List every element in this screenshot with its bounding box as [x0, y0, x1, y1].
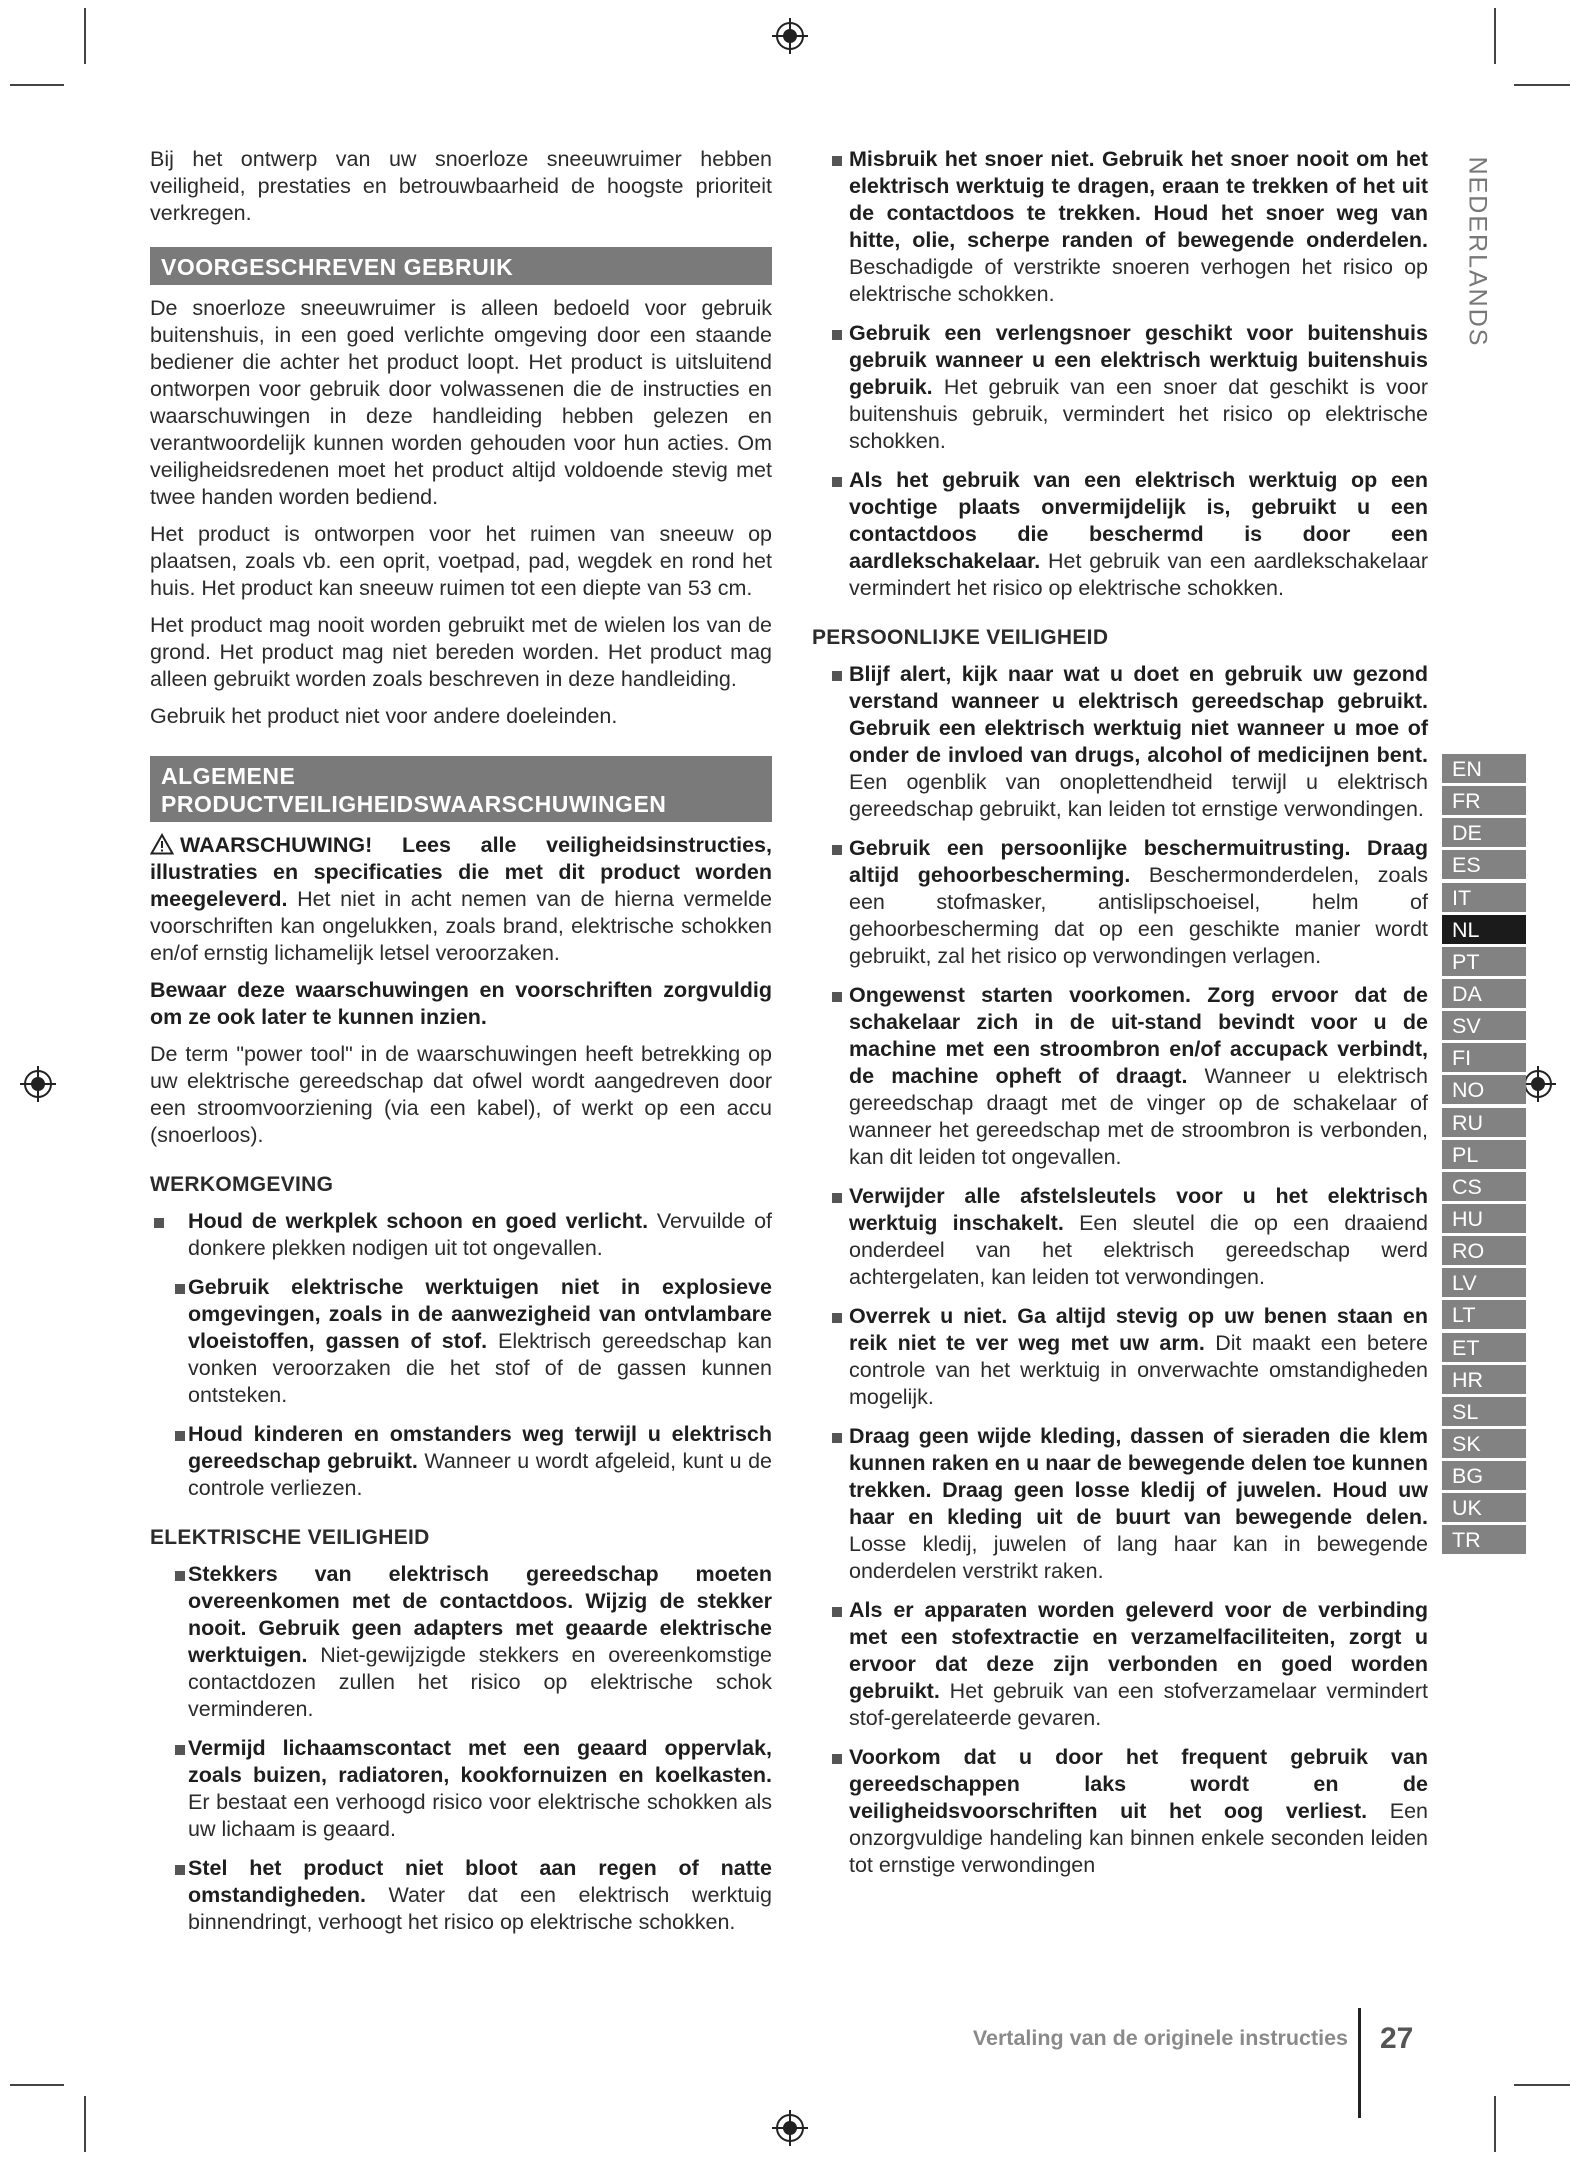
paragraph: Het product is ontworpen voor het ruimen van sneeuw op plaatsen, zoals vb. een oprit, voetpad, pad, wegdek en rond het huis. Het product kan sneeuw ruimen tot een diepte van 53 cm.	[150, 522, 772, 600]
language-tab-de: DE	[1442, 818, 1526, 847]
language-tab-es: ES	[1442, 850, 1526, 879]
left-column	[150, 146, 772, 1948]
language-tabs	[1442, 754, 1526, 1558]
list-item: Draag geen wijde kleding, dassen of sieraden die klem kunnen raken en u naar de bewegende delen toe kunnen trekken. Draag geen losse kledij of juwelen. Houd uw haar en kleding uit de buurt van bewegende delen. Losse kledij, juwelen of lang haar kan in bewegende onderdelen verstrikt raken.	[812, 1423, 1428, 1585]
list-item: Gebruik een verlengsnoer geschikt voor buitenshuis gebruik wanneer u een elektrisch werktuig buitenshuis gebruik. Het gebruik van een snoer dat geschikt is voor buitenshuis gebruik, vermindert het risico op elektrische schokken.	[812, 320, 1428, 455]
right-column	[812, 146, 1428, 1891]
bullet-square-icon	[832, 1313, 842, 1323]
bullet-square-icon	[832, 156, 842, 166]
crop-mark	[1494, 2096, 1496, 2152]
subheading-work-area: WERKOMGEVING	[150, 1173, 334, 1196]
crop-mark	[1494, 8, 1496, 64]
language-tab-bg: BG	[1442, 1461, 1526, 1490]
list-item: Vermijd lichaamscontact met een geaard oppervlak, zoals buizen, radiatoren, kookfornuizen en koelkasten. Er bestaat een verhoogd risico voor elektrische schokken als uw lichaam is geaard.	[150, 1735, 772, 1843]
crop-mark	[1514, 2084, 1570, 2086]
language-tab-fi: FI	[1442, 1043, 1526, 1072]
language-tab-it: IT	[1442, 883, 1526, 912]
language-tab-et: ET	[1442, 1333, 1526, 1362]
side-language-label: NEDERLANDS	[1463, 156, 1492, 348]
language-tab-pt: PT	[1442, 947, 1526, 976]
language-tab-ru: RU	[1442, 1108, 1526, 1137]
language-tab-fr: FR	[1442, 786, 1526, 815]
intro-paragraph: Bij het ontwerp van uw snoerloze sneeuwruimer hebben veiligheid, prestaties en betrouwbaarheid de hoogste prioriteit verkregen.	[150, 147, 772, 225]
bullet-square-icon	[175, 1865, 185, 1875]
language-tab-nl: NL	[1442, 915, 1526, 944]
language-tab-en: EN	[1442, 754, 1526, 783]
registration-mark-icon	[770, 2108, 810, 2148]
list-item: Ongewenst starten voorkomen. Zorg ervoor dat de schakelaar zich in de uit-stand bevindt voor u de machine met een stroombron en/of accupack verbindt, de machine opheft of draagt. Wanneer u elektrisch gereedschap draagt met de vinger op de schakelaar of wanneer het gereedschap met de stroombron is verbonden, kan dit leiden tot ongevallen.	[812, 982, 1428, 1171]
crop-mark	[84, 8, 86, 64]
bullet-square-icon	[175, 1571, 185, 1581]
bullet-square-icon	[175, 1284, 185, 1294]
crop-mark	[10, 2084, 64, 2086]
language-tab-hr: HR	[1442, 1365, 1526, 1394]
paragraph: Het product mag nooit worden gebruikt met de wielen los van de grond. Het product mag niet bereden worden. Het product mag alleen gebruikt worden zoals beschreven in deze handleiding.	[150, 613, 772, 691]
language-tab-lt: LT	[1442, 1300, 1526, 1329]
footer-text: Vertaling van de originele instructies	[972, 2026, 1348, 2050]
bullet-square-icon	[832, 845, 842, 855]
bullet-square-icon	[175, 1431, 185, 1441]
list-item: Voorkom dat u door het frequent gebruik van gereedschappen laks wordt en de veiligheidsvoorschriften uit het oog verliest. Een onzorgvuldige handeling kan binnen enkele seconden leiden tot ernstige verwondingen	[812, 1744, 1428, 1879]
list-item: Stel het product niet bloot aan regen of natte omstandigheden. Water dat een elektrisch werktuig binnendringt, verhoogt het risico op elektrische schokken.	[150, 1855, 772, 1936]
subheading-electrical-safety: ELEKTRISCHE VEILIGHEID	[150, 1526, 430, 1549]
list-item: Als er apparaten worden geleverd voor de verbinding met een stofextractie en verzamelfaciliteiten, zorgt u ervoor dat deze zijn verbonden en goed worden gebruikt. Het gebruik van een stofverzamelaar vermindert stof-gerelateerde gevaren.	[812, 1597, 1428, 1732]
subheading-personal-safety: PERSOONLIJKE VEILIGHEID	[812, 626, 1109, 649]
footer-divider	[1358, 2008, 1361, 2118]
language-tab-tr: TR	[1442, 1525, 1526, 1554]
warning-bold: WAARSCHUWING! Lees alle veiligheidsinstructies, illustraties en specificaties die met dit product worden meegeleverd.	[150, 833, 772, 911]
language-tab-no: NO	[1442, 1075, 1526, 1104]
list-item: Houd de werkplek schoon en goed verlicht. Vervuilde of donkere plekken nodigen uit tot ongevallen.	[150, 1208, 772, 1262]
warning-text: Het niet in acht nemen van de hierna vermelde voorschriften kan ongelukken, zoals brand, elektrische schokken en/of ernstig lichamelijk letsel veroorzaken.	[150, 887, 772, 965]
registration-mark-icon	[770, 16, 810, 56]
paragraph: Gebruik het product niet voor andere doeleinden.	[150, 704, 618, 728]
paragraph: De snoerloze sneeuwruimer is alleen bedoeld voor gebruik buitenshuis, in een goed verlichte omgeving door een staande bediener die achter het product loopt. Het product is uitsluitend ontworpen voor gebruik door volwassenen die de instructies en waarschuwingen in deze handleiding hebben gelezen en verantwoordelijk kunnen worden gehouden voor hun acties. Om veiligheidsredenen moet het product altijd voldoende stevig met twee handen worden bediend.	[150, 296, 772, 509]
language-tab-da: DA	[1442, 979, 1526, 1008]
section-heading-intended-use: VOORGESCHREVEN GEBRUIK	[150, 247, 772, 285]
bullet-square-icon	[175, 1745, 185, 1755]
keep-instructions: Bewaar deze waarschuwingen en voorschriften zorgvuldig om ze ook later te kunnen inzien.	[150, 978, 772, 1029]
language-tab-pl: PL	[1442, 1140, 1526, 1169]
bullet-square-icon	[832, 477, 842, 487]
list-item: Stekkers van elektrisch gereedschap moeten overeenkomen met de contactdoos. Wijzig de stekker nooit. Gebruik geen adapters met geaarde elektrische werktuigen. Niet-gewijzigde stekkers en overeenkomstige contactdozen zullen het risico op elektrische schok verminderen.	[150, 1561, 772, 1723]
warning-triangle-icon	[150, 833, 174, 855]
warning-paragraph	[150, 832, 772, 967]
heading-line: ALGEMENE	[161, 763, 296, 789]
language-tab-sk: SK	[1442, 1429, 1526, 1458]
bullet-square-icon	[832, 671, 842, 681]
list-item: Overrek u niet. Ga altijd stevig op uw benen staan en reik niet te ver weg met uw arm. Dit maakt een betere controle van het werktuig in onverwachte omstandigheden mogelijk.	[812, 1303, 1428, 1411]
language-tab-hu: HU	[1442, 1204, 1526, 1233]
language-tab-ro: RO	[1442, 1236, 1526, 1265]
list-item: Verwijder alle afstelsleutels voor u het elektrisch werktuig inschakelt. Een sleutel die op een draaiend onderdeel van het elektrisch gereedschap werd achtergelaten, kan leiden tot verwondingen.	[812, 1183, 1428, 1291]
power-tool-term: De term "power tool" in de waarschuwingen heeft betrekking op uw elektrische gereedschap dat ofwel wordt aangedreven door een stroomvoorziening (via een kabel), of werkt op een accu (snoerloos).	[150, 1042, 772, 1147]
language-tab-cs: CS	[1442, 1172, 1526, 1201]
bullet-square-icon	[154, 1218, 164, 1228]
list-item: Als het gebruik van een elektrisch werktuig op een vochtige plaats onvermijdelijk is, gebruikt u een contactdoos die beschermd is door een aardlekschakelaar. Het gebruik van een aardlekschakelaar vermindert het risico op elektrische schokken.	[812, 467, 1428, 602]
bullet-square-icon	[832, 1607, 842, 1617]
crop-mark	[10, 84, 64, 86]
list-item: Misbruik het snoer niet. Gebruik het snoer nooit om het elektrisch werktuig te dragen, eraan te trekken of het uit de contactdoos te trekken. Houd het snoer weg van hitte, olie, scherpe randen of bewegende onderdelen. Beschadigde of verstrikte snoeren verhogen het risico op elektrische schokken.	[812, 146, 1428, 308]
language-tab-sv: SV	[1442, 1011, 1526, 1040]
language-tab-uk: UK	[1442, 1493, 1526, 1522]
language-tab-lv: LV	[1442, 1268, 1526, 1297]
list-item: Gebruik een persoonlijke beschermuitrusting. Draag altijd gehoorbescherming. Beschermonderdelen, zoals een stofmasker, antislipschoeisel, helm of gehoorbescherming dat op een geschikte manier wordt gebruikt, zal het risico op verwondingen verlagen.	[812, 835, 1428, 970]
section-heading-general-warnings	[150, 756, 772, 822]
bullet-square-icon	[832, 992, 842, 1002]
list-item: Houd kinderen en omstanders weg terwijl u elektrisch gereedschap gebruikt. Wanneer u wordt afgeleid, kunt u de controle verliezen.	[150, 1421, 772, 1502]
bullet-square-icon	[832, 1754, 842, 1764]
heading-line: PRODUCTVEILIGHEIDSWAARSCHUWINGEN	[161, 791, 667, 817]
bullet-square-icon	[832, 330, 842, 340]
registration-mark-icon	[18, 1064, 58, 1104]
bullet-square-icon	[832, 1193, 842, 1203]
list-item: Gebruik elektrische werktuigen niet in explosieve omgevingen, zoals in de aanwezigheid van ontvlambare vloeistoffen, gassen of stof. Elektrisch gereedschap kan vonken veroorzaken die het stof of de gassen kunnen ontsteken.	[150, 1274, 772, 1409]
list-item: Blijf alert, kijk naar wat u doet en gebruik uw gezond verstand wanneer u elektrisch gereedschap gebruikt. Gebruik een elektrisch werktuig niet wanneer u moe of onder de invloed van drugs, alcohol of medicijnen bent. Een ogenblik van onoplettendheid terwijl u elektrisch gereedschap gebruikt, kan leiden tot ernstige verwondingen.	[812, 661, 1428, 823]
language-tab-sl: SL	[1442, 1397, 1526, 1426]
crop-mark	[1514, 84, 1570, 86]
bullet-square-icon	[832, 1433, 842, 1443]
crop-mark	[84, 2096, 86, 2152]
page-number: 27	[1380, 2022, 1414, 2055]
